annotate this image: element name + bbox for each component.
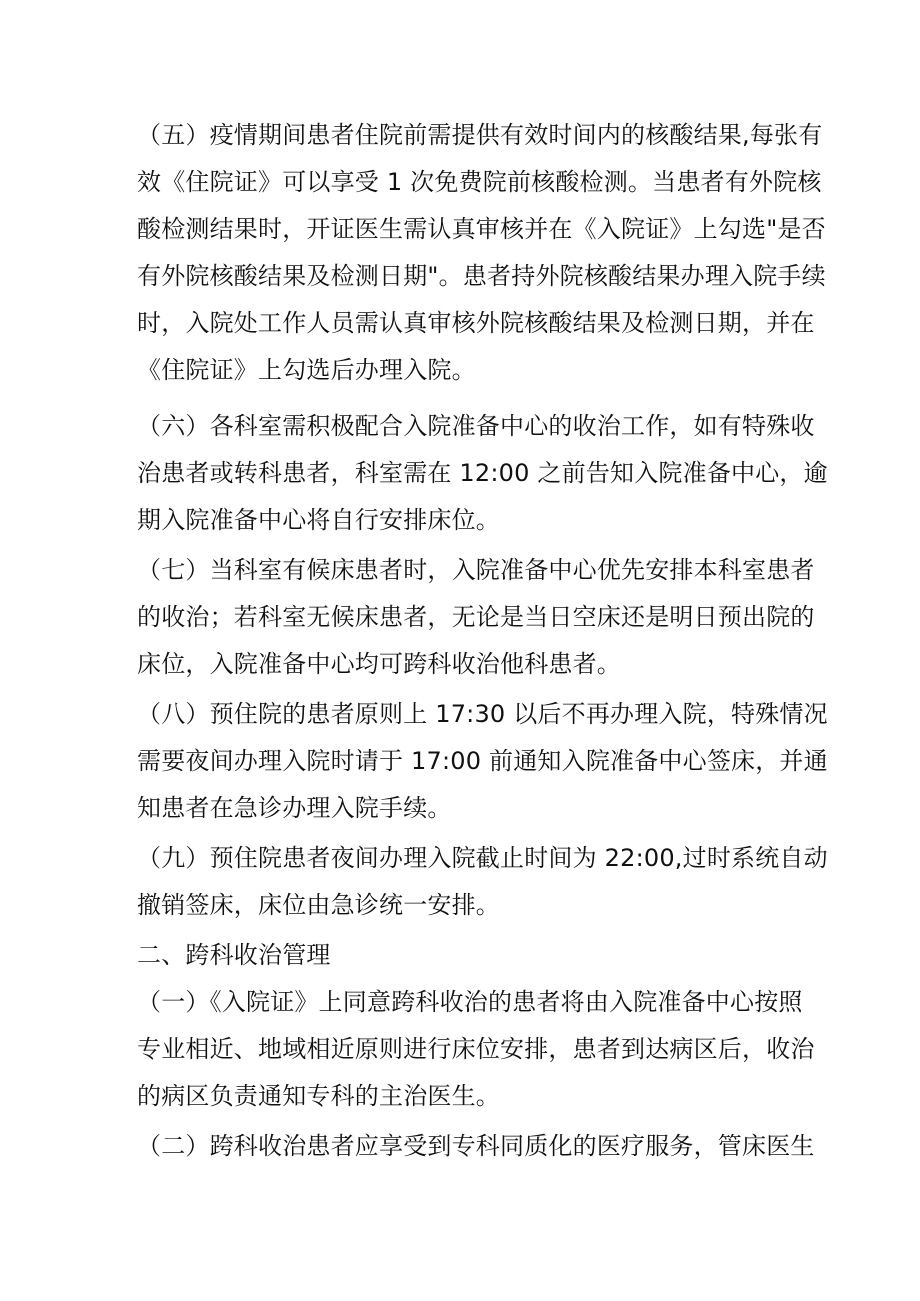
text-line: （五）疫情期间患者住院前需提供有效时间内的核酸结果,每张有 (137, 121, 823, 149)
text-line: 酸检测结果时，开证医生需认真审核并在《入院证》上勾选"是否 (137, 215, 826, 243)
text-line: （八）预住院的患者原则上 17:30 以后不再办理入院，特殊情况 (137, 700, 828, 728)
text-line: 时，入院处工作人员需认真审核外院核酸结果及检测日期，并在 (137, 309, 815, 337)
text-line: （六）各科室需积极配合入院准备中心的收治工作，如有特殊收 (137, 412, 815, 440)
text-line: 的收治；若科室无候床患者，无论是当日空床还是明日预出院的 (137, 603, 815, 631)
text-line: 有外院核酸结果及检测日期"。患者持外院核酸结果办理入院手续 (137, 262, 826, 290)
text-line: 需要夜间办理入院时请于 17:00 前通知入院准备中心签床，并通 (137, 747, 828, 775)
text-line: （一）《入院证》上同意跨科收治的患者将由入院准备中心按照 (137, 988, 803, 1016)
text-line: 效《住院证》可以享受 1 次免费院前核酸检测。当患者有外院核 (137, 168, 822, 196)
section-heading: 二、跨科收治管理 (137, 941, 331, 969)
text-line: （七）当科室有候床患者时，入院准备中心优先安排本科室患者 (137, 556, 815, 584)
text-line: 床位，入院准备中心均可跨科收治他科患者。 (137, 650, 621, 678)
text-line: 的病区负责通知专科的主治医生。 (137, 1082, 500, 1110)
text-line: （二）跨科收治患者应享受到专科同质化的医疗服务，管床医生 (137, 1132, 815, 1160)
text-line: 知患者在急诊办理入院手续。 (137, 794, 452, 822)
text-line: 《住院证》上勾选后办理入院。 (137, 356, 476, 384)
text-line: 专业相近、地域相近原则进行床位安排，患者到达病区后，收治 (137, 1035, 815, 1063)
text-line: 撤销签床，床位由急诊统一安排。 (137, 891, 500, 919)
text-line: （九）预住院患者夜间办理入院截止时间为 22:00,过时系统自动 (137, 844, 828, 872)
text-line: 治患者或转科患者，科室需在 12:00 之前告知入院准备中心，逾 (137, 459, 828, 487)
text-line: 期入院准备中心将自行安排床位。 (137, 506, 500, 534)
